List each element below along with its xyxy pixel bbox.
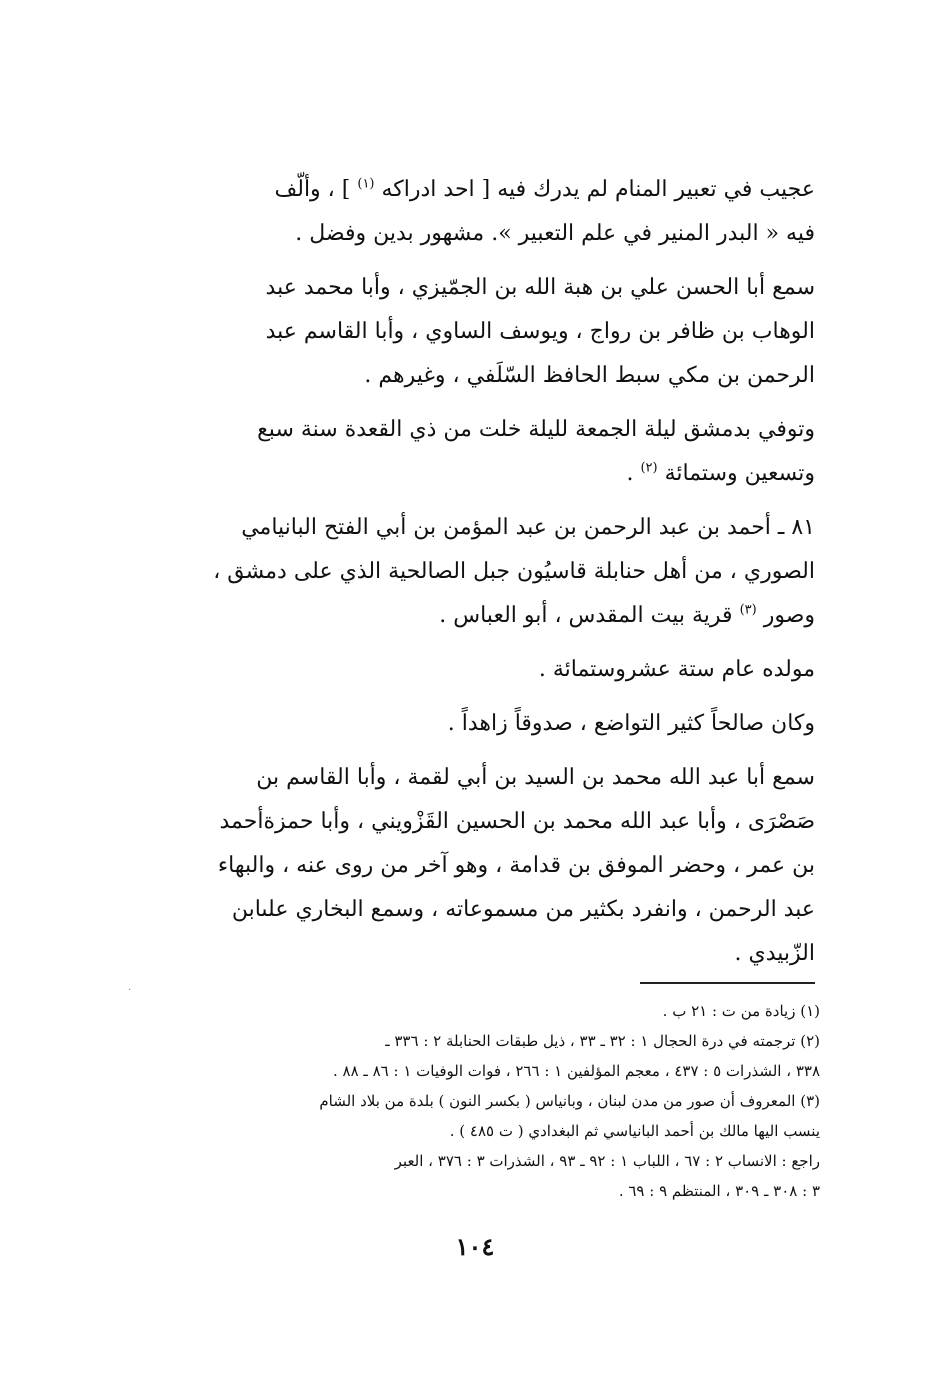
paragraph-2 <box>150 266 815 398</box>
footnote-3-refs-cont: ٣ : ٣٠٨ ـ ٣٠٩ ، المنتظم ٩ : ٦٩ . <box>618 1182 820 1200</box>
margin-mark: · <box>128 985 132 996</box>
text-line <box>150 452 815 496</box>
text-line: فيه « البدر المنير في علم التعبير ». مشهور بدين وفضل . <box>295 221 815 246</box>
text-line: صَصْرَى ، وأبا عبد الله محمد بن الحسين القَزْويني ، وأبا حمزةأحمد <box>219 809 815 834</box>
paragraph-5 <box>150 648 815 692</box>
text-run: وصور <box>763 603 815 628</box>
text-line <box>150 168 815 212</box>
paragraph-6 <box>150 702 815 746</box>
text-line: عبد الرحمن ، وانفرد بكثير من مسموعاته ، وسمع البخاري علىابن <box>231 897 815 922</box>
footnote-2: (٢) ترجمته في درة الحجال ١ : ٣٢ ـ ٣٣ ، ذيل طبقات الحنابلة ٢ : ٣٣٦ ـ <box>385 1032 820 1050</box>
footnote-ref-2[interactable]: (٢) <box>640 460 658 476</box>
main-text <box>150 168 815 986</box>
footnote-3: (٣) المعروف أن صور من مدن لبنان ، وبانياس ( بكسر النون ) بلدة من بلاد الشام <box>319 1092 820 1110</box>
entry-81-heading <box>150 506 815 638</box>
text-line: الصوري ، من أهل حنابلة قاسيُون جبل الصالحية الذي على دمشق ، <box>213 559 815 584</box>
text-line: الرحمن بن مكي سبط الحافظ السّلَفي ، وغيرهم . <box>364 363 815 388</box>
text-run: . <box>626 461 634 486</box>
text-run: قرية بيت المقدس ، أبو العباس . <box>439 603 733 628</box>
text-line: الوهاب بن ظافر بن رواج ، ويوسف الساوي ، وأبا القاسم عبد <box>265 319 815 344</box>
page-number: ١٠٤ <box>455 1232 495 1261</box>
footnote-1: (١) زيادة من ت : ٢١ ب . <box>662 1002 820 1020</box>
footnote-3-cont: ينسب اليها مالك بن أحمد البانياسي ثم البغدادي ( ت ٤٨٥ ) . <box>449 1122 820 1140</box>
footnote-divider <box>640 982 815 984</box>
text-run: ] ، وألّف <box>274 177 351 202</box>
footnote-2-cont: ٣٣٨ ، الشذرات ٥ : ٤٣٧ ، معجم المؤلفين ١ : ٢٦٦ ، فوات الوفيات ١ : ٨٦ ـ ٨٨ . <box>332 1062 820 1080</box>
footnote-ref-1[interactable]: (١) <box>357 176 375 192</box>
footnote-3-refs: راجع : الانساب ٢ : ٦٧ ، اللباب ١ : ٩٢ ـ ٩٣ ، الشذرات ٣ : ٣٧٦ ، العبر <box>394 1152 820 1170</box>
text-line: وكان صالحاً كثير التواضع ، صدوقاً زاهداً . <box>447 711 815 736</box>
text-line: الزّبيدي . <box>734 941 815 966</box>
paragraph-3 <box>150 408 815 496</box>
footnotes <box>150 996 820 1206</box>
footnote-ref-3[interactable]: (٣) <box>739 602 757 618</box>
text-line: سمع أبا عبد الله محمد بن السيد بن أبي لقمة ، وأبا القاسم بن <box>256 765 815 790</box>
paragraph-1 <box>150 168 815 256</box>
text-line: مولده عام ستة عشروستمائة . <box>538 657 815 682</box>
paragraph-7 <box>150 756 815 976</box>
text-run: وتسعين وستمائة <box>664 461 815 486</box>
text-line <box>150 594 815 638</box>
text-line: بن عمر ، وحضر الموفق بن قدامة ، وهو آخر من روى عنه ، والبهاء <box>217 853 815 878</box>
text-line: وتوفي بدمشق ليلة الجمعة لليلة خلت من ذي القعدة سنة سبع <box>257 417 815 442</box>
text-line: ٨١ ـ أحمد بن عبد الرحمن بن عبد المؤمن بن أبي الفتح البانيامي <box>241 515 815 540</box>
text-run: عجيب في تعبير المنام لم يدرك فيه [ احد ادراكه <box>381 177 815 202</box>
text-line: سمع أبا الحسن علي بن هبة الله بن الجمّيزي ، وأبا محمد عبد <box>265 275 815 300</box>
